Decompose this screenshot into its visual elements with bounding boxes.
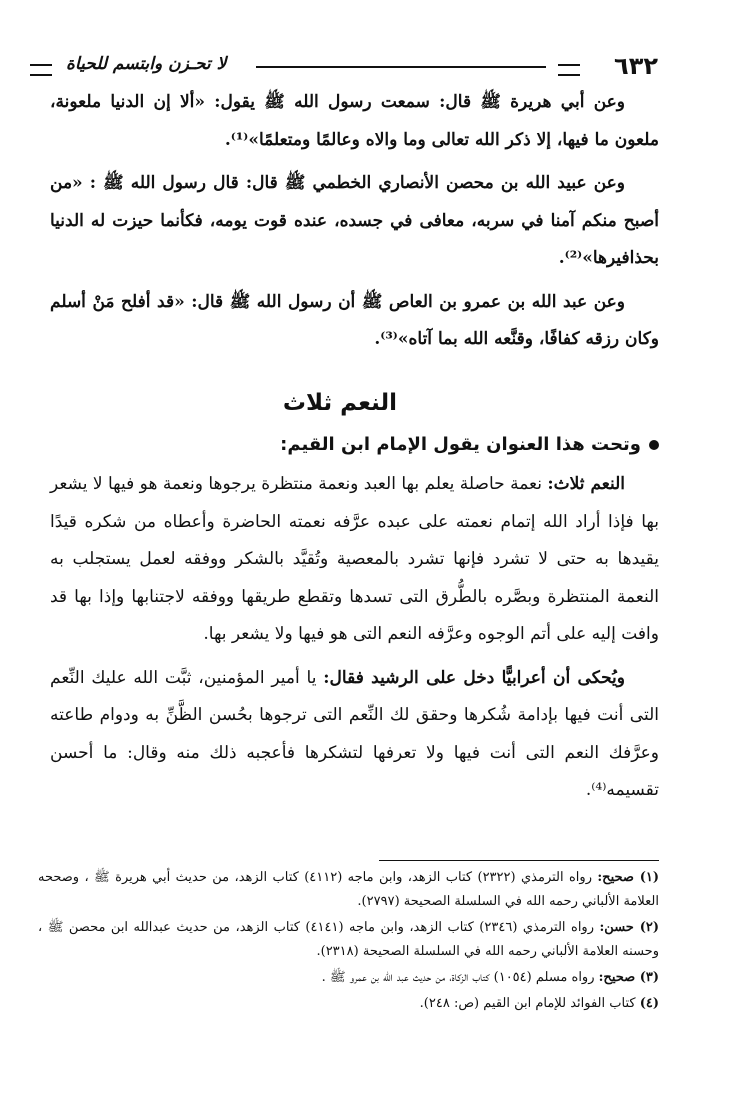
footnote-3 — [38, 966, 659, 990]
sub-heading — [280, 434, 659, 455]
footnote-label: (٣) صحيح: — [598, 970, 659, 985]
paragraph-lead: ويُحكى أن أعرابيًّا دخل على الرشيد فقال: — [323, 667, 625, 688]
section-paragraph-1 — [50, 466, 659, 654]
header-rule — [256, 66, 546, 68]
hadith-paragraph-1: وعن أبي هريرة ﷺ قال: سمعت رسول الله ﷺ يقول: «ألا إن الدنيا ملعونة، ملعون ما فيها، إلا ذكر الله تعالى وما والاه وعالمًا ومتعلمًا»⁽¹⁾. — [50, 92, 659, 150]
paragraph-text: يا أمير المؤمنين، ثبَّت الله عليك النِّعم التى أنت فيها بإدامة شُكرها وحقق لك النِّعم التى ترجوها بحُسن الظَّنِّ به ودوام طاعته وعرَّفك النعم التى أنت فيها ولا تعرفها لتشكرها فأعجبه ذلك منه وقال: ما أحسن تقسيمه⁽⁴⁾. — [50, 667, 659, 800]
sub-heading-text: وتحت هذا العنوان يقول الإمام ابن القيم: — [280, 434, 641, 455]
paragraph-lead: النعم ثلاث: — [547, 474, 626, 494]
footnote-label: (٤) — [639, 996, 659, 1011]
hadith-paragraph-3: وعن عبد الله بن عمرو بن العاص ﷺ أن رسول الله ﷺ قال: «قد أفلح مَنْ أسلم وكان رزقه كفافًا، وقنَّعه الله بما آتاه»⁽³⁾. — [50, 291, 659, 349]
footnote-label: (١) صحيح: — [597, 870, 659, 885]
section-paragraph-2 — [50, 660, 659, 810]
section-title: النعم ثلاث — [282, 390, 398, 416]
footnotes — [38, 866, 659, 1018]
footnote-4 — [38, 992, 659, 1016]
running-title: لا تحـزن وابتسم للحياة — [66, 54, 227, 74]
header-ornament-left — [30, 64, 52, 76]
page-number: ٦٣٢ — [614, 52, 658, 80]
footnote-separator — [379, 860, 659, 861]
bullet-icon — [649, 440, 659, 450]
footnote-text: كتاب الفوائد للإمام ابن القيم (ص: ٢٤٨). — [419, 996, 640, 1011]
footnote-text: رواه الترمذي (٢٣٢٢) كتاب الزهد، وابن ماجه (٤١١٢) كتاب الزهد، من حديث أبي هريرة ﷺ ، وصححه العلامة الألباني رحمه الله في السلسلة الصحيحة (٢٧٩٧). — [38, 870, 659, 909]
page-header — [30, 52, 658, 88]
intro-hadith-block — [50, 84, 659, 359]
header-ornament-right — [558, 64, 580, 76]
footnote-text: رواه الترمذي (٢٣٤٦) كتاب الزهد، وابن ماجه (٤١٤١) كتاب الزهد، من حديث عبدالله ابن محصن ﷺ ، وحسنه العلامة الألباني رحمه الله في السلسلة الصحيحة (٢٣١٨). — [38, 920, 659, 959]
section-body — [50, 466, 659, 810]
footnote-label: (٢) حسن: — [599, 920, 660, 935]
paragraph-text: نعمة حاصلة يعلم بها العبد ونعمة منتظرة يرجوها ونعمة هو فيها لا يشعر بها فإذا أراد الله إتمام نعمته على عبده عرَّفه نعمته الحاضرة وأعطاه من شكره قيدًا يقيدها به حتى لا تشرد فإنها تشرد بالمعصية وتُقيَّد بالشكر ووفقه لعمل يستجلب به النعمة المنتظرة وبصَّره بالطُّرق التى تسدها وتقطع طريقها ووفقه لاجتنابها وإذا بها قد وافت إليه على أتم الوجوه وعرَّفه النعم التى هو فيها ولا يشعر بها. — [50, 474, 659, 644]
footnote-text: رواه مسلم (١٠٥٤) كتاب الزكاة، من حديث عبد الله بن عمرو ﷺ . — [321, 970, 599, 985]
footnote-1 — [38, 866, 659, 914]
footnote-2 — [38, 916, 659, 964]
hadith-paragraph-2: وعن عبيد الله بن محصن الأنصاري الخطمي ﷺ قال: قال رسول الله ﷺ : «من أصبح منكم آمنا في سربه، معافى في جسده، عنده قوت يومه، فكأنما حيزت له الدنيا بحذافيرها»⁽²⁾. — [50, 173, 659, 268]
